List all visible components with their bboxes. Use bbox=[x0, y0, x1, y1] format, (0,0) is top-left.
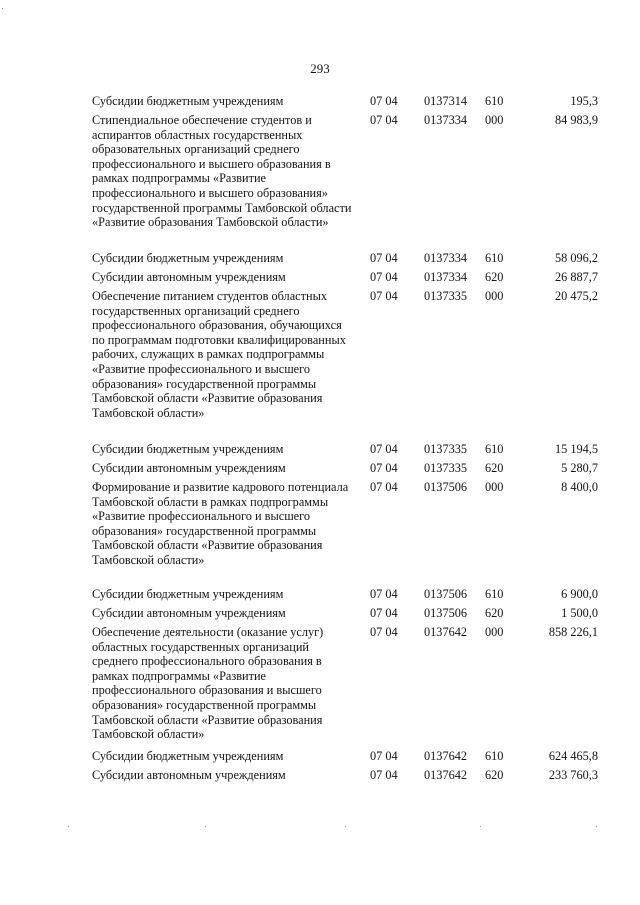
row-amount: 858 226,1 bbox=[548, 625, 598, 639]
row-name: Субсидии бюджетным учреждениям bbox=[92, 94, 284, 108]
row-type: 620 bbox=[485, 606, 504, 620]
row-section: 07 04 bbox=[370, 606, 398, 620]
scan-speck bbox=[205, 826, 206, 827]
row-section: 07 04 bbox=[370, 749, 398, 763]
table-row bbox=[92, 461, 598, 476]
row-section: 07 04 bbox=[370, 587, 398, 601]
row-name: Субсидии автономным учреждениям bbox=[92, 606, 286, 620]
page-number: 293 bbox=[310, 61, 330, 76]
row-amount: 84 983,9 bbox=[554, 113, 598, 127]
table-row bbox=[92, 749, 598, 764]
row-target: 0137334 bbox=[424, 251, 468, 265]
row-section: 07 04 bbox=[370, 113, 398, 127]
row-amount: 15 194,5 bbox=[554, 442, 598, 456]
row-amount: 26 887,7 bbox=[554, 270, 598, 284]
table-row bbox=[92, 625, 598, 742]
row-type: 610 bbox=[485, 749, 504, 763]
row-type: 000 bbox=[485, 625, 504, 639]
table-row bbox=[92, 113, 598, 230]
scan-speck bbox=[345, 826, 346, 827]
table-row bbox=[92, 587, 598, 602]
row-type: 610 bbox=[485, 587, 504, 601]
row-name: Субсидии бюджетным учреждениям bbox=[92, 251, 284, 265]
row-section: 07 04 bbox=[370, 270, 398, 284]
row-amount: 6 900,0 bbox=[561, 587, 598, 601]
row-amount: 233 760,3 bbox=[548, 768, 598, 782]
row-type: 620 bbox=[485, 461, 504, 475]
row-section: 07 04 bbox=[370, 289, 398, 303]
row-section: 07 04 bbox=[370, 251, 398, 265]
row-section: 07 04 bbox=[370, 94, 398, 108]
row-target: 0137335 bbox=[424, 442, 468, 456]
table-row bbox=[92, 251, 598, 266]
row-target: 0137506 bbox=[424, 606, 468, 620]
row-section: 07 04 bbox=[370, 625, 398, 639]
row-target: 0137642 bbox=[424, 768, 468, 782]
row-target: 0137334 bbox=[424, 113, 468, 127]
table-row bbox=[92, 270, 598, 285]
scan-speck bbox=[480, 826, 481, 827]
table-row bbox=[92, 442, 598, 457]
row-name: Субсидии автономным учреждениям bbox=[92, 461, 286, 475]
row-target: 0137334 bbox=[424, 270, 468, 284]
row-name: Субсидии бюджетным учреждениям bbox=[92, 749, 284, 763]
row-section: 07 04 bbox=[370, 480, 398, 494]
row-target: 0137335 bbox=[424, 289, 468, 303]
row-amount: 624 465,8 bbox=[548, 749, 598, 763]
row-amount: 8 400,0 bbox=[561, 480, 598, 494]
row-type: 610 bbox=[485, 442, 504, 456]
scan-speck bbox=[2, 8, 3, 9]
row-amount: 20 475,2 bbox=[554, 289, 598, 303]
table-row bbox=[92, 480, 598, 568]
row-target: 0137335 bbox=[424, 461, 468, 475]
row-name: Субсидии бюджетным учреждениям bbox=[92, 587, 284, 601]
row-target: 0137642 bbox=[424, 625, 468, 639]
row-target: 0137506 bbox=[424, 480, 468, 494]
row-type: 610 bbox=[485, 251, 504, 265]
row-target: 0137506 bbox=[424, 587, 468, 601]
scan-speck bbox=[596, 826, 597, 827]
row-amount: 5 280,7 bbox=[561, 461, 598, 475]
row-name: Субсидии автономным учреждениям bbox=[92, 270, 286, 284]
row-amount: 1 500,0 bbox=[561, 606, 598, 620]
row-type: 610 bbox=[485, 94, 504, 108]
row-type: 000 bbox=[485, 113, 504, 127]
table-row bbox=[92, 606, 598, 621]
row-name: Стипендиальное обеспечение студентов и аспирантов областных государственных образовательных организаций среднего профессионального и высшего образования в рамках подпрограммы «Развитие профессионального и высшего образования» государственной программы Тамбовской области «Развитие образования Тамбовской области» bbox=[92, 113, 352, 230]
row-name: Обеспечение деятельности (оказание услуг) областных государственных организаций среднего профессионального образования в рамках подпрограммы «Развитие профессионального образования и высшего образования» государственной программы Тамбовской области «Развитие образования Тамбовской области» bbox=[92, 625, 324, 742]
row-type: 000 bbox=[485, 289, 504, 303]
row-name: Формирование и развитие кадрового потенциала Тамбовской области в рамках подпрограммы «Развитие профессионального и высшего образования» государственной программы Тамбовской области «Развитие образования Тамбовской области» bbox=[92, 480, 349, 567]
row-section: 07 04 bbox=[370, 768, 398, 782]
scan-speck bbox=[68, 826, 69, 827]
row-section: 07 04 bbox=[370, 461, 398, 475]
row-type: 000 bbox=[485, 480, 504, 494]
row-name: Субсидии бюджетным учреждениям bbox=[92, 442, 284, 456]
row-name: Субсидии автономным учреждениям bbox=[92, 768, 286, 782]
row-amount: 58 096,2 bbox=[554, 251, 598, 265]
table-row bbox=[92, 94, 598, 109]
row-name: Обеспечение питанием студентов областных государственных организаций среднего профессионального образования, обучающихся по программам подготовки квалифицированных рабочих, служащих в рамках подпрограммы «Развитие профессионального и высшего образования» государственной программы Тамбовской области «Развитие образования Тамбовской области» bbox=[92, 289, 346, 420]
row-section: 07 04 bbox=[370, 442, 398, 456]
table-row bbox=[92, 768, 598, 783]
row-target: 0137642 bbox=[424, 749, 468, 763]
table-row bbox=[92, 289, 598, 420]
row-target: 0137314 bbox=[424, 94, 468, 108]
row-type: 620 bbox=[485, 768, 504, 782]
row-type: 620 bbox=[485, 270, 504, 284]
row-amount: 195,3 bbox=[570, 94, 598, 108]
